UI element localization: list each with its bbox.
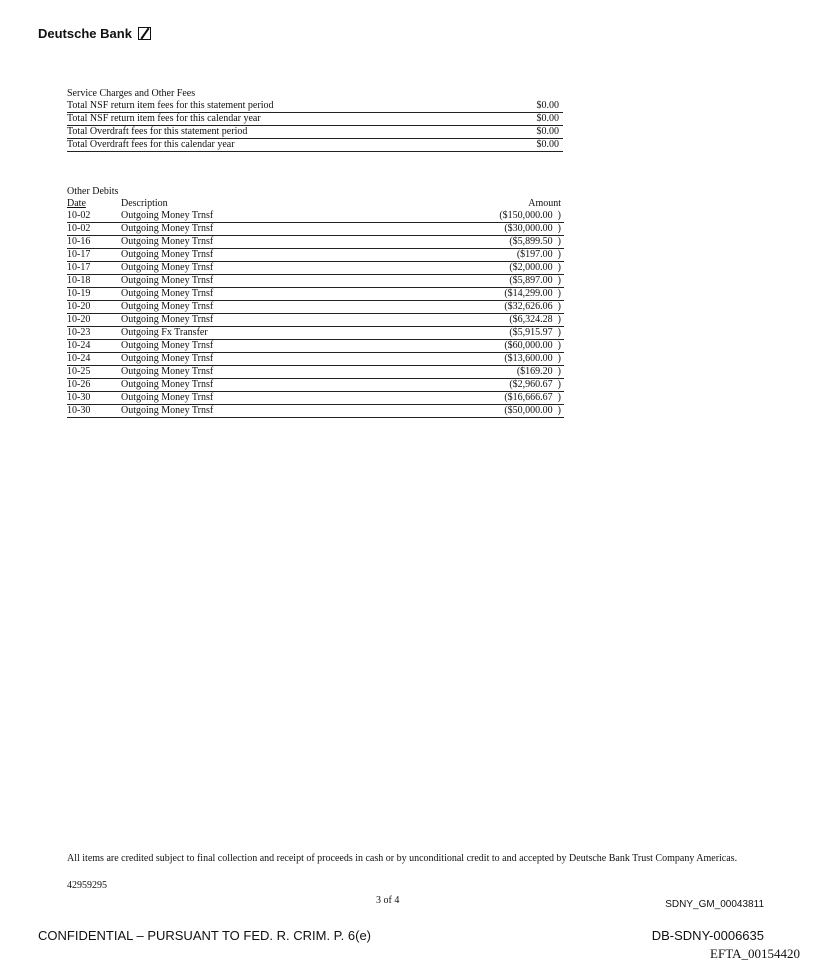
debit-amount: ($2,000.00 ) [509,262,561,273]
other-debits-header-row [67,198,564,210]
debit-description: Outgoing Money Trnsf [121,301,214,312]
debit-amount: ($2,960.67 ) [509,379,561,390]
debit-date: 10-17 [67,262,91,273]
table-row [67,210,564,223]
debit-date: 10-26 [67,379,91,390]
fee-label: Total NSF return item fees for this statement period [67,100,274,111]
debit-description: Outgoing Money Trnsf [121,392,214,403]
brand-name: Deutsche Bank [38,26,132,41]
debit-description: Outgoing Money Trnsf [121,366,214,377]
efta-number: EFTA_00154420 [710,946,800,961]
column-header-description: Description [121,198,168,209]
debit-date: 10-16 [67,236,91,247]
debit-amount: ($32,626.06 ) [504,301,561,312]
service-charges-section [67,87,563,152]
debit-amount: ($5,915.97 ) [509,327,561,338]
table-row [67,353,564,366]
debit-description: Outgoing Money Trnsf [121,288,214,299]
debit-date: 10-24 [67,353,91,364]
fee-amount: $0.00 [536,100,559,111]
debit-date: 10-17 [67,249,91,260]
table-row [67,314,564,327]
table-row [67,236,564,249]
debit-description: Outgoing Money Trnsf [121,353,214,364]
disclaimer-text: All items are credited subject to final collection and receipt of proceeds in cash or by unconditional credit to and accepted by Deutsche Bank Trust Company Americas. [67,853,738,864]
bates-db: DB-SDNY-0006635 [651,928,764,943]
debit-description: Outgoing Money Trnsf [121,275,214,286]
debit-amount: ($60,000.00 ) [504,340,561,351]
page-header [38,26,151,41]
confidential-notice: CONFIDENTIAL – PURSUANT TO FED. R. CRIM. P. 6(e) [38,928,372,943]
table-row [67,249,564,262]
debit-date: 10-24 [67,340,91,351]
column-header-date: Date [67,198,86,209]
debit-amount: ($197.00 ) [516,249,561,260]
debit-description: Outgoing Money Trnsf [121,405,214,416]
table-row [67,223,564,236]
fee-amount: $0.00 [536,126,559,137]
account-number: 42959295 [67,880,107,891]
debit-date: 10-02 [67,210,91,221]
debit-amount: ($30,000.00 ) [504,223,561,234]
fee-label: Total NSF return item fees for this calendar year [67,113,261,124]
fee-row [67,139,563,152]
table-row [67,275,564,288]
fee-amount: $0.00 [536,139,559,150]
debit-amount: ($5,899.50 ) [509,236,561,247]
other-debits-rows [67,210,564,418]
debit-description: Outgoing Money Trnsf [121,379,214,390]
table-row [67,288,564,301]
debit-amount: ($13,600.00 ) [504,353,561,364]
fee-row [67,100,563,113]
debit-description: Outgoing Money Trnsf [121,340,214,351]
table-row [67,301,564,314]
table-row [67,405,564,418]
bates-sdny: SDNY_GM_00043811 [665,899,764,910]
debit-date: 10-20 [67,314,91,325]
debit-amount: ($14,299.00 ) [504,288,561,299]
fee-label: Total Overdraft fees for this statement period [67,126,248,137]
table-row [67,340,564,353]
debit-description: Outgoing Money Trnsf [121,236,214,247]
debit-date: 10-30 [67,405,91,416]
debit-amount: ($5,897.00 ) [509,275,561,286]
debit-date: 10-30 [67,392,91,403]
debit-amount: ($150,000.00 ) [499,210,561,221]
debit-description: Outgoing Money Trnsf [121,314,214,325]
debit-amount: ($169.20 ) [516,366,561,377]
debit-date: 10-25 [67,366,91,377]
debit-description: Outgoing Money Trnsf [121,223,214,234]
table-row [67,379,564,392]
debit-date: 10-20 [67,301,91,312]
table-row [67,392,564,405]
debit-date: 10-02 [67,223,91,234]
fee-row [67,126,563,139]
fee-amount: $0.00 [536,113,559,124]
debit-description: Outgoing Money Trnsf [121,249,214,260]
column-header-amount: Amount [528,198,561,209]
debit-description: Outgoing Money Trnsf [121,210,214,221]
debit-date: 10-19 [67,288,91,299]
debit-description: Outgoing Fx Transfer [121,327,208,338]
debit-date: 10-18 [67,275,91,286]
other-debits-section [67,185,564,418]
service-charges-title: Service Charges and Other Fees [67,88,196,99]
fee-row [67,113,563,126]
debit-amount: ($16,666.67 ) [504,392,561,403]
debit-amount: ($50,000.00 ) [504,405,561,416]
page-number: 3 of 4 [376,895,400,906]
fee-label: Total Overdraft fees for this calendar year [67,139,235,150]
debit-date: 10-23 [67,327,91,338]
deutsche-bank-logo-icon [138,27,151,40]
debit-description: Outgoing Money Trnsf [121,262,214,273]
table-row [67,262,564,275]
table-row [67,366,564,379]
other-debits-title: Other Debits [67,186,119,197]
service-charges-rows [67,100,563,152]
debit-amount: ($6,324.28 ) [509,314,561,325]
table-row [67,327,564,340]
